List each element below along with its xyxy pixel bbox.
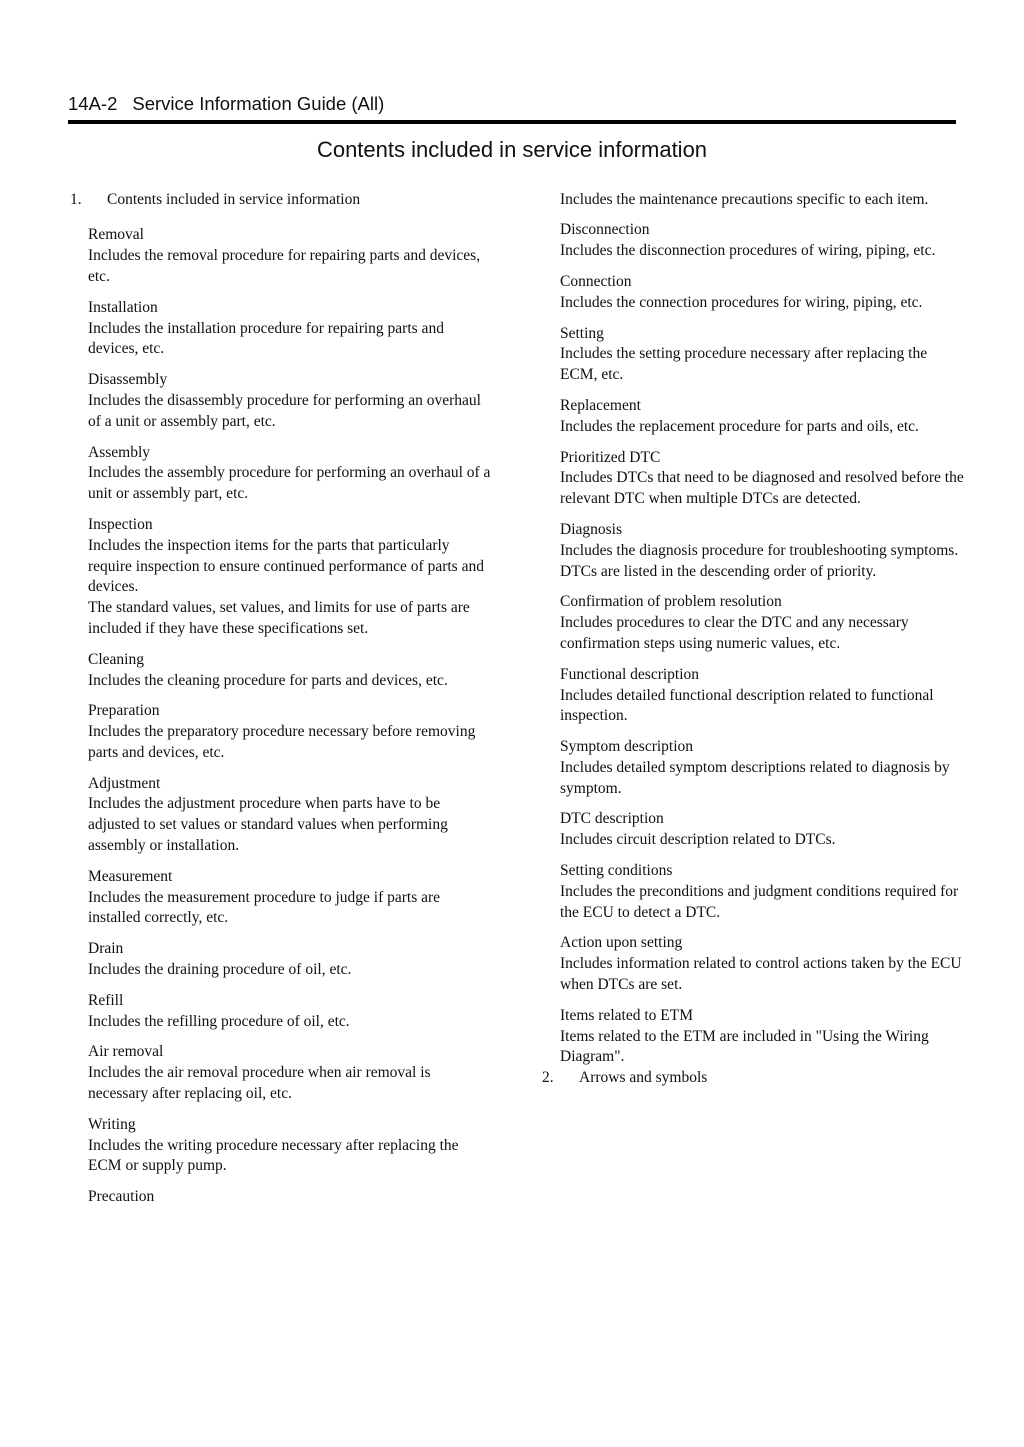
item-name: Items related to ETM	[560, 1006, 693, 1024]
item-name: Refill	[88, 991, 124, 1009]
right-item-list	[542, 190, 966, 1069]
item-name: Cleaning	[88, 650, 144, 668]
page-code: 14A-2	[68, 93, 118, 114]
item-description: Includes the cleaning procedure for parts and devices, etc.	[88, 671, 448, 689]
section-2-heading	[542, 1068, 966, 1089]
item-name: Inspection	[88, 515, 153, 533]
item-description: Includes the preparatory procedure necessary before removing parts and devices, etc.	[88, 723, 476, 761]
item-name: Disassembly	[88, 371, 168, 389]
item-description: Includes the setting procedure necessary after replacing the ECM, etc.	[560, 345, 928, 384]
item-description: Includes the draining procedure of oil, etc.	[88, 961, 352, 979]
item-name: DTC description	[560, 810, 664, 828]
item-description: Includes the writing procedure necessary after replacing the ECM or supply pump.	[88, 1136, 459, 1175]
item-description: Includes DTCs that need to be diagnosed and resolved before the relevant DTC when multiple DTCs are detected.	[560, 469, 964, 508]
item-name: Action upon setting	[560, 934, 683, 952]
item-name: Disconnection	[560, 221, 650, 239]
item-description: Includes the refilling procedure of oil, etc.	[88, 1012, 350, 1030]
item-description: Includes the measurement procedure to judge if parts are installed correctly, etc.	[88, 888, 441, 927]
item-name: Writing	[88, 1115, 136, 1133]
item-description: Includes the adjustment procedure when parts have to be adjusted to set values or standard values when performing assembly or installation.	[88, 795, 448, 855]
content-item	[88, 939, 492, 981]
section-1-heading	[70, 190, 492, 211]
content-item	[560, 809, 966, 851]
content-item	[88, 650, 492, 692]
content-item	[88, 991, 492, 1033]
section-2-title: Arrows and symbols	[579, 1069, 708, 1087]
page-header	[68, 93, 956, 114]
item-name: Setting conditions	[560, 862, 673, 880]
content-item	[560, 396, 966, 438]
section-1-number: 1.	[70, 190, 82, 208]
item-description: Includes the preconditions and judgment conditions required for the ECU to detect a DTC.	[560, 882, 959, 921]
item-description: Includes detailed functional description related to functional inspection.	[560, 686, 934, 725]
content-item	[88, 867, 492, 929]
content-item	[560, 272, 966, 314]
item-description: Includes the diagnosis procedure for troubleshooting symptoms.	[560, 541, 959, 559]
item-description: Includes detailed symptom descriptions related to diagnosis by symptom.	[560, 758, 950, 797]
item-name: Symptom description	[560, 738, 694, 756]
left-item-list	[70, 225, 492, 1208]
item-description: Includes the installation procedure for repairing parts and devices, etc.	[88, 319, 444, 358]
item-description: Includes the inspection items for the parts that particularly require inspection to ensure continued performance of parts and devices.	[88, 536, 484, 596]
item-name: Assembly	[88, 443, 150, 461]
content-item	[560, 592, 966, 654]
item-description: The standard values, set values, and limits for use of parts are included if they have these specifications set.	[88, 599, 470, 637]
item-name: Air removal	[88, 1043, 164, 1061]
item-description: Includes the disassembly procedure for performing an overhaul of a unit or assembly part, etc.	[88, 391, 481, 430]
column-right	[542, 190, 966, 1208]
item-name: Diagnosis	[560, 520, 622, 538]
column-left	[70, 190, 492, 1208]
item-description: Includes circuit description related to DTCs.	[560, 831, 836, 849]
item-name: Replacement	[560, 396, 641, 414]
content-item	[560, 1006, 966, 1068]
item-name: Prioritized DTC	[560, 448, 661, 466]
item-name: Preparation	[88, 702, 160, 720]
item-description: Includes the air removal procedure when air removal is necessary after replacing oil, etc.	[88, 1064, 431, 1103]
item-name: Precaution	[88, 1188, 155, 1206]
item-description: Includes the removal procedure for repairing parts and devices, etc.	[88, 247, 481, 285]
content-item	[560, 665, 966, 727]
content-columns	[70, 190, 1024, 1208]
content-item	[560, 737, 966, 799]
item-name: Adjustment	[88, 774, 161, 792]
item-name: Connection	[560, 272, 632, 290]
item-description: Includes the disconnection procedures of wiring, piping, etc.	[560, 242, 936, 260]
item-description: Includes the maintenance precautions specific to each item.	[560, 190, 929, 208]
item-name: Installation	[88, 298, 158, 316]
item-description: Includes procedures to clear the DTC and any necessary confirmation steps using numeric values, etc.	[560, 614, 909, 652]
content-item	[560, 324, 966, 386]
item-description: Includes information related to control actions taken by the ECU when DTCs are set.	[560, 955, 962, 994]
content-item	[560, 190, 966, 211]
content-item	[88, 515, 492, 640]
item-name: Removal	[88, 226, 144, 244]
item-name: Functional description	[560, 665, 700, 683]
content-item	[88, 370, 492, 432]
content-item	[560, 861, 966, 923]
content-item	[88, 298, 492, 360]
content-item	[560, 220, 966, 262]
content-item	[560, 520, 966, 582]
header-rule	[68, 120, 956, 124]
item-description: Includes the connection procedures for wiring, piping, etc.	[560, 293, 923, 311]
item-name: Drain	[88, 940, 124, 958]
content-item	[560, 448, 966, 510]
item-description: Includes the assembly procedure for performing an overhaul of a unit or assembly part, etc.	[88, 464, 491, 503]
item-name: Setting	[560, 324, 604, 342]
page-title: Contents included in service information	[316, 137, 708, 163]
content-item	[88, 1042, 492, 1104]
content-item	[88, 774, 492, 857]
item-description: Items related to the ETM are included in "Using the Wiring Diagram".	[560, 1027, 929, 1066]
header-title: Service Information Guide (All)	[132, 93, 385, 114]
item-name: Confirmation of problem resolution	[560, 593, 782, 611]
section-1-title: Contents included in service information	[107, 190, 361, 208]
content-item	[88, 225, 492, 287]
item-name: Measurement	[88, 867, 173, 885]
content-item	[560, 933, 966, 995]
section-2-number: 2.	[542, 1069, 554, 1087]
content-item	[88, 1187, 492, 1208]
content-item	[88, 443, 492, 505]
item-description: Includes the replacement procedure for parts and oils, etc.	[560, 417, 919, 435]
content-item	[88, 701, 492, 763]
content-item	[88, 1115, 492, 1177]
item-description: DTCs are listed in the descending order of priority.	[560, 562, 877, 580]
